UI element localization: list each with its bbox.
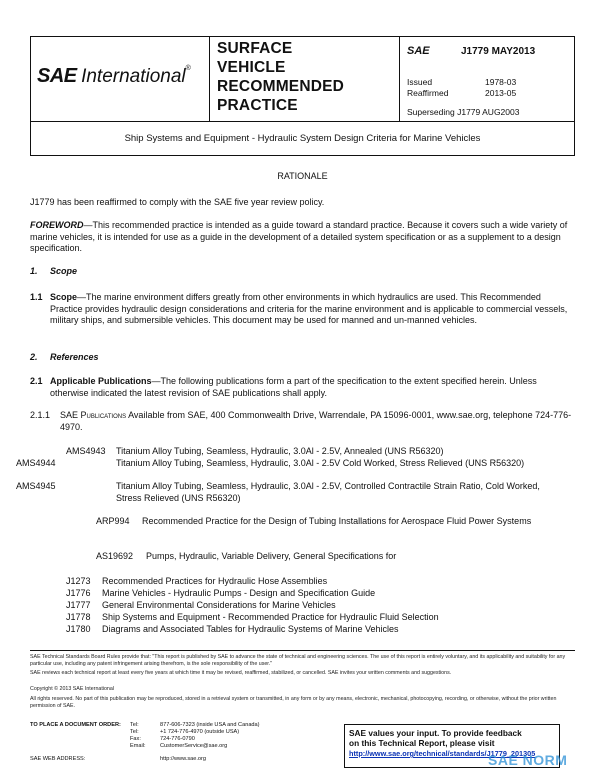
email-link[interactable]: CustomerService@sae.org: [160, 743, 228, 749]
fax-number: 724-776-0790: [160, 736, 195, 742]
issued-value: 1978-03: [485, 77, 517, 87]
scope-paragraph: 1.1 Scope—The marine environment differs greatly from other environments in which hydraulics are used. This Recommended Practice provides hydraulic design considerations and criteria for the marine environment and is applicable to commercial vessels, military ships, and submersible vehicles. This document may be used for manned and un-manned vehicles.: [30, 292, 568, 325]
foreword-text: —This recommended practice is intended as a guide toward a standard practice. Because it covers such a wide variety of marine vehicles, it is intended for use as a guide in the development of a detailed system specification or as a supplement to a design specification.: [30, 220, 568, 253]
web-address-label: SAE WEB ADDRESS:: [30, 756, 86, 762]
ref-j1778: J1778 Ship Systems and Equipment - Recommended Practice for Hydraulic Fluid Selection: [66, 612, 439, 622]
sae-publications-label: SAE Publications: [60, 410, 127, 420]
order-label: TO PLACE A DOCUMENT ORDER:: [30, 722, 121, 728]
header-meta-cell: [399, 37, 574, 121]
scope-text: —The marine environment differs greatly from other environments in which hydraulics are used. This Recommended Practice provides hydraulic design considerations and criteria for the marine environment and is applicable to commercial vessels, military ships, and submersible vehicles. This document may be used for manned and un-manned vehicles.: [50, 292, 568, 325]
section-2-heading: 2. References: [30, 352, 99, 362]
ref-ams4943: AMS4943 Titanium Alloy Tubing, Seamless, Hydraulic, 3.0Al - 2.5V, Annealed (UNS R56320): [66, 446, 444, 456]
foreword-label: FOREWORD: [30, 220, 84, 230]
footer-rights: All rights reserved. No part of this publication may be reproduced, stored in a retrieval system or transmitted, in any form or by any means, electronic, mechanical, photocopying, recording, or otherwise, without the prior written permission of SAE.: [30, 696, 557, 709]
document-subject: Ship Systems and Equipment - Hydraulic System Design Criteria for Marine Vehicles: [30, 122, 575, 156]
feedback-line-1: SAE values your input. To provide feedback: [349, 728, 522, 738]
footer-notice-1: SAE Technical Standards Board Rules provide that: "This report is published by SAE to advance the state of technical and engineering sciences. The use of this report is entirely voluntary, and its applicability and suitability for any particular use, including any patent infringement arising therefrom, is the sole responsibility of the user.": [30, 654, 566, 667]
ref-j1273: J1273 Recommended Practices for Hydraulic Hose Assemblies: [66, 576, 328, 586]
ref-arp994: ARP994 Recommended Practice for the Design of Tubing Installations for Aerospace Fluid Power Systems: [96, 516, 532, 526]
document-number: J1779 MAY2013: [461, 46, 536, 57]
reaffirmed-label: Reaffirmed: [407, 88, 449, 98]
sae-small-logo: SAE: [407, 45, 430, 57]
ref-as19692: AS19692 Pumps, Hydraulic, Variable Delivery, General Specifications for: [96, 551, 397, 561]
header-box: [30, 36, 575, 122]
ref-ams4944: AMS4944 Titanium Alloy Tubing, Seamless, Hydraulic, 3.0Al - 2.5V Cold Worked, Stress Relieved (UNS R56320): [16, 458, 525, 468]
applicable-publications-paragraph: 2.1 Applicable Publications—The following publications form a part of the specification to the extent specified herein. Unless otherwise indicated the latest revision of SAE publications shall apply.: [30, 376, 537, 398]
superseding-note: Superseding J1779 AUG2003: [407, 107, 520, 117]
web-address-link[interactable]: http://www.sae.org: [160, 756, 207, 762]
applicable-publications-label: Applicable Publications: [50, 376, 152, 386]
rationale-heading: RATIONALE: [277, 171, 328, 181]
ref-ams4945: AMS4945 Titanium Alloy Tubing, Seamless, Hydraulic, 3.0Al - 2.5V, Controlled Contractile Strain Ratio, Cold Worked, Stress Relieved (UNS R56320): [16, 481, 540, 503]
doc-type-line-2: VEHICLE: [217, 59, 286, 76]
ref-j1780: J1780 Diagrams and Associated Tables for Hydraulic Systems of Marine Vehicles: [66, 624, 399, 634]
ref-j1776: J1776 Marine Vehicles - Hydraulic Pumps - Design and Specification Guide: [66, 588, 376, 598]
feedback-line-2: on this Technical Report, please visit: [349, 738, 495, 748]
section-1-heading: 1. Scope: [30, 266, 78, 276]
phone-us: 877-606-7323 (inside USA and Canada): [160, 722, 260, 728]
sae-publications-paragraph: 2.1.1 SAE Publications Available from SAE, 400 Commonwealth Drive, Warrendale, PA 15096-0001, www.sae.org, telephone 724-776-4970.: [30, 410, 572, 432]
footer-notice-2: SAE reviews each technical report at least every five years at which time it may be revised, reaffirmed, stabilized, or cancelled. SAE invites your written comments and suggestions.: [30, 670, 452, 676]
issued-label: Issued: [407, 77, 433, 87]
header-logo-cell: [31, 37, 210, 121]
doc-type-line-1: SURFACE: [217, 40, 293, 57]
feedback-link[interactable]: http://www.sae.org/technical/standards/J1779_201305: [349, 749, 536, 758]
header-title-cell: [209, 37, 400, 121]
phone-intl: +1 724-776-4970 (outside USA): [160, 729, 240, 735]
rationale-text: J1779 has been reaffirmed to comply with the SAE five year review policy.: [30, 197, 325, 207]
reaffirmed-value: 2013-05: [485, 88, 517, 98]
doc-type-line-3: RECOMMENDED: [217, 78, 345, 95]
footer-divider: [30, 650, 575, 651]
sae-international-logo: SAE International®: [37, 65, 191, 87]
scope-label: Scope: [50, 292, 78, 302]
watermark-logo: SAE NORM: [488, 752, 568, 768]
doc-type-line-4: PRACTICE: [217, 97, 298, 114]
document-page: SAE International® SURFACE VEHICLE RECOMMENDED PRACTICE SAE J1779 MAY2013 Issued 1978-03 Reaffirmed 2013-05 Superseding J1779 AUG2003 Ship Systems and Equipment - Hydraulic System Design Criteria for Marine Vehicles RATIONALE J1779 has been reaffirmed to comply with the SAE five year review policy. FOREWORD—This recommended practice is intended as a guide toward a standard practice. Because it covers such a wide variety of marine vehicles, it is intended for use as a guide in the development of a detailed system specification or as a supplement to a design specification. 1. Scope 1.1 Scope—The marine environment differs greatly from other environments in which hydraulics are used. This Recommended Practice provides hydraulic design considerations and criteria for the marine environment and is applicable to commercial vessels, military ships, and submersible vehicles. This document may be used for manned and un-manned vehicles. 2. References 2.1 Applicable Publications—The following publications form a part of the specification to the extent specified herein. Unless otherwise indicated the latest revision of SAE publications shall apply. 2.1.1 SAE Publications Available from SAE, 400 Commonwealth Drive, Warrendale, PA 15096-0001, www.sae.org, telephone 724-776-4970. AMS4943 Titanium Alloy Tubing, Seamless, Hydraulic, 3.0Al - 2.5V, Annealed (UNS R56320) AMS4944 Titanium Alloy Tubing, Seamless, Hydraulic, 3.0Al - 2.5V Cold Worked, Stress Relieved (UNS R56320) AMS4945 Titanium Alloy Tubing, Seamless, Hydraulic, 3.0Al - 2.5V, Controlled Contractile Strain Ratio, Cold Worked, Stress Relieved (UNS R56320) ARP994 Recommended Practice for the Design of Tubing Installations for Aerospace Fluid Power Systems AS19692 Pumps, Hydraulic, Variable Delivery, General Specifications for J1273 Recommended Practices for Hydraulic Hose Assemblies J1776 Marine Vehicles - Hydraulic Pumps - Design and Specification Guide J1777 General Environmental Considerations for Marine Vehicles J1778 Ship Systems and Equipment - Recommended Practice for Hydraulic Fluid Selection J1780 Diagrams and Associated Tables for Hydraulic Systems of Marine Vehicles SAE Technical Standards Board Rules provide that: "This report is published by SAE to advance the state of technical and engineering sciences. The use of this report is entirely voluntary, and its applicability and suitability for any particular use, including any patent infringement arising therefrom, is the sole responsibility of the user." SAE reviews each technical report at least every five years at which time it may be revised, reaffirmed, stabilized, or cancelled. SAE invites your written comments and suggestions. Copyright © 2013 SAE International All rights reserved. No part of this publication may be reproduced, stored in a retrieval system or transmitted, in any form or by any means, electronic, mechanical, photocopying, recording, or otherwise, without the prior written permission of SAE. TO PLACE A DOCUMENT ORDER: Tel: 877-606-7323 (inside USA and Canada) Tel: +1 724-776-4970 (outside USA) Fax: 724-776-0790 Email: CustomerService@sae.org SAE WEB ADDRESS: http://www.sae.org SAE values your input. To provide feedback on this Technical Report, please visit http://www.sae.org/technical/standards/J1779_201305 SAE NORM: [0, 0, 600, 776]
ref-j1777: J1777 General Environmental Considerations for Marine Vehicles: [66, 600, 336, 610]
foreword-paragraph: [30, 220, 575, 255]
footer-copyright: Copyright © 2013 SAE International: [30, 686, 114, 692]
